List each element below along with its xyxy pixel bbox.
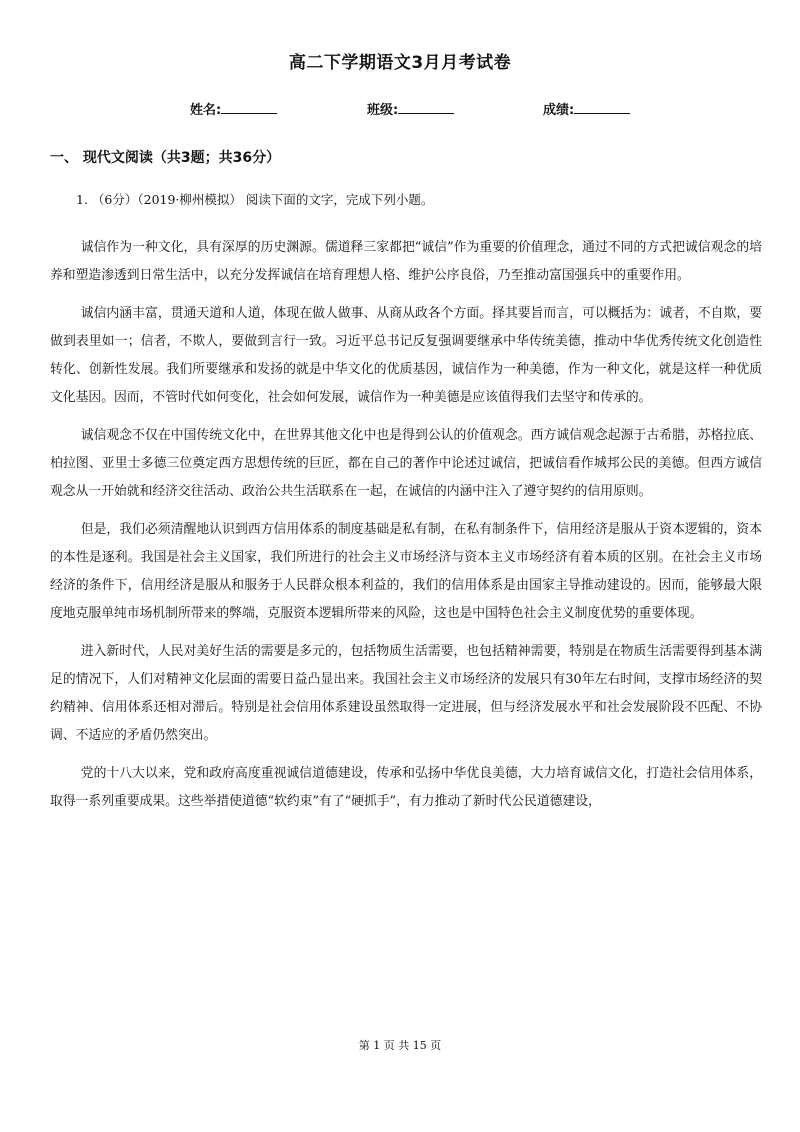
class-label: 班级:	[367, 103, 399, 118]
name-blank[interactable]	[221, 100, 277, 114]
passage-paragraph: 党的十八大以来，党和政府高度重视诚信道德建设，传承和弘扬中华优良美德，大力培育诚信文化，打造社会信用体系，取得一系列重要成果。这些举措使道德“软约束”有了“硬抓手”，有力推动了新时代公民道德建设，	[50, 766, 762, 809]
score-blank[interactable]	[574, 100, 630, 114]
question-score: （6分）	[91, 192, 138, 207]
passage-paragraph: 但是，我们必须清醒地认识到西方信用体系的制度基础是私有制，在私有制条件下，信用经济是服从于资本逻辑的，资本的本性是逐利。我国是社会主义国家，我们所进行的社会主义市场经济与资本主义市场经济有着本质的区别。在社会主义市场经济的条件下，信用经济是服从和服务于人民群众根本利益的，我们的信用体系是由国家主导推动建设的。因而，能够最大限度地克服单纯市场机制所带来的弊端，克服资本逻辑所带来的风险，这也是中国特色社会主义制度优势的重要体现。	[50, 522, 762, 621]
passage-paragraph: 诚信观念不仅在中国传统文化中，在世界其他文化中也是得到公认的价值观念。西方诚信观念起源于古希腊，苏格拉底、柏拉图、亚里士多德三位奠定西方思想传统的巨匠，都在自己的著作中论述过诚信，把诚信看作城邦公民的美德。但西方诚信观念从一开始就和经济交往活动、政治公共生活联系在一起，在诚信的内涵中注入了遵守契约的信用原则。	[50, 428, 762, 499]
page-title: 高二下学期语文3月月考试卷	[288, 53, 512, 73]
student-info-row	[0, 99, 800, 119]
passage-paragraph: 诚信内涵丰富，贯通天道和人道，体现在做人做事、从商从政各个方面。择其要旨而言，可以概括为：诚者，不自欺，要做到表里如一；信者，不欺人，要做到言行一致。习近平总书记反复强调要继承中华传统美德，推动中华优秀传统文化创造性转化、创新性发展。我们所要继承和发扬的就是中华文化的优质基因，诚信作为一种美德，作为一种文化，就是这样一种优质文化基因。因而，不管时代如何变化，社会如何发展，诚信作为一种美德是应该值得我们去坚守和传承的。	[50, 306, 762, 405]
question-header	[76, 190, 433, 208]
passage-paragraph: 诚信作为一种文化，具有深厚的历史渊源。儒道释三家都把“诚信”作为重要的价值理念，通过不同的方式把诚信观念的培养和塑造渗透到日常生活中，以充分发挥诚信在培育理想人格、维护公序良俗，乃至推动富国强兵中的重要作用。	[50, 240, 762, 283]
name-field[interactable]	[190, 99, 277, 118]
class-blank[interactable]	[398, 100, 454, 114]
question-number: 1.	[76, 192, 88, 207]
question-source: （2019·柳州模拟）	[137, 192, 242, 207]
score-label: 成绩:	[543, 103, 575, 118]
score-field[interactable]	[543, 99, 630, 118]
question-prompt: 阅读下面的文字，完成下列小题。	[245, 192, 434, 207]
reading-passage	[50, 234, 762, 826]
section-heading: 一、 现代文阅读（共3题；共36分）	[50, 150, 281, 166]
name-label: 姓名:	[190, 103, 222, 118]
passage-paragraph: 进入新时代，人民对美好生活的需要是多元的，包括物质生活需要，也包括精神需要，特别是在物质生活需要得到基本满足的情况下，人们对精神文化层面的需要日益凸显出来。我国社会主义市场经济的发展只有30年左右时间，支撑市场经济的契约精神、信用体系还相对滞后。特别是社会信用体系建设虽然取得一定进展，但与经济发展水平和社会发展阶段不匹配、不协调、不适应的矛盾仍然突出。	[50, 644, 762, 743]
class-field[interactable]	[367, 99, 454, 118]
page-footer: 第 1 页 共 15 页	[358, 1039, 442, 1052]
